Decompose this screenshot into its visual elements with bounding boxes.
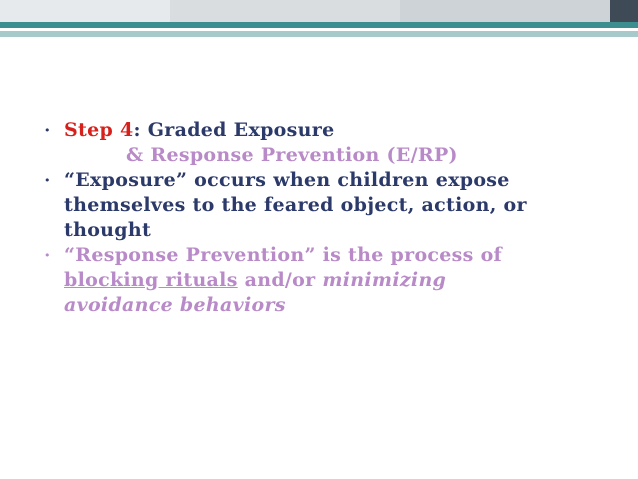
exposure-line-3: thought	[64, 219, 152, 241]
exposure-line-1: “Exposure” occurs when children expose	[64, 169, 510, 191]
response-line-2	[44, 268, 604, 293]
andor-text: and/or	[237, 269, 323, 291]
step-label: Step 4	[64, 119, 134, 141]
bullet-marker: •	[44, 124, 51, 137]
bullet-marker: •	[44, 249, 51, 262]
minimizing-text: minimizing	[322, 269, 447, 291]
top-bar-segment	[400, 0, 610, 22]
response-line-3: avoidance behaviors	[64, 294, 286, 316]
slide-content	[44, 118, 604, 318]
bullet-marker: •	[44, 174, 51, 187]
response-line-1: “Response Prevention” is the process of	[64, 244, 503, 266]
exposure-line-2: themselves to the feared object, action, or	[64, 194, 527, 216]
top-bar-segment	[0, 0, 170, 22]
step-colon: :	[133, 119, 141, 141]
bullet-response-prevention	[44, 243, 604, 268]
blocking-rituals-text: blocking rituals	[64, 269, 238, 291]
top-bar-segment	[170, 0, 400, 22]
step-title: Graded Exposure	[140, 119, 335, 141]
bullet-step4	[44, 118, 604, 143]
step-subtitle: & Response Prevention (E/RP)	[126, 144, 458, 166]
top-decoration-bar	[0, 0, 638, 22]
bullet-exposure	[44, 168, 604, 193]
top-bar-dark-segment	[610, 0, 638, 22]
accent-line-light	[0, 31, 638, 37]
